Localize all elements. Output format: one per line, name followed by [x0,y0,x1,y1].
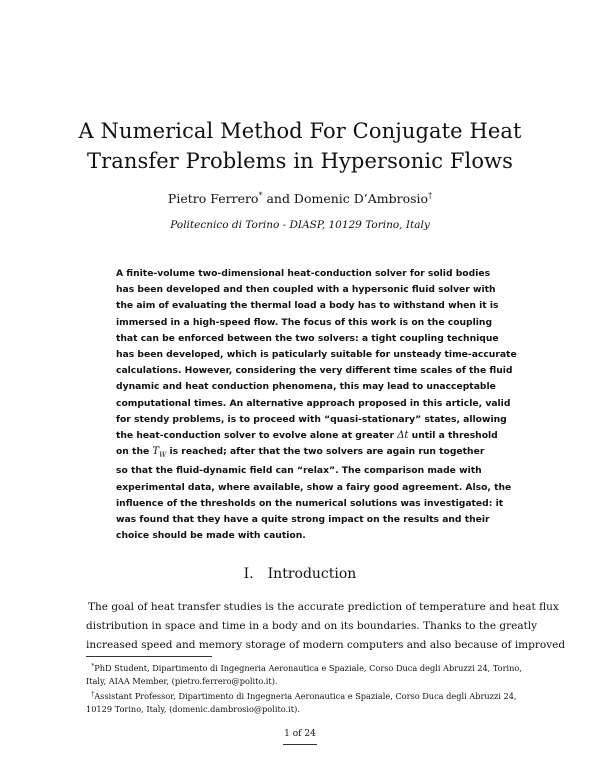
footnote-line [86,688,516,703]
author-connector: and [262,191,294,206]
abstract-line: experimental data, where available, show a fairy good agreement. Also, the [116,481,512,493]
page-number: 1 of 24 [284,729,316,739]
abstract-line: so that the fluid-dynamic field can “relax”. The comparison made with [116,465,482,477]
abstract-line [116,444,488,463]
abstract-line: choice should be made with caution. [116,530,306,542]
math-delta-t: Δt [397,430,409,442]
footnote-line: 10129 Torino, Italy, (domenic.dambrosio@polito.it). [86,704,300,714]
footnote-text: Assistant Professor, Dipartimento di Ingegneria Aeronautica e Spaziale, Corso Duca degli Abruzzi 24, [94,691,517,701]
abstract-line: influence of the thresholds on the numerical solutions was investigated: it [116,497,504,509]
abstract [116,266,517,544]
footnote-line: Italy, AIAA Member, (pietro.ferrero@polito.it). [86,676,278,686]
footnote-rule [86,656,212,657]
math-tw [152,446,167,460]
abstract-text: the heat-conduction solver to evolve alone at greater [116,430,398,442]
author-name: Domenic D’Ambrosio [293,191,429,206]
page-number-rule [283,744,317,745]
footnote-line [86,660,522,675]
abstract-line: A finite-volume two-dimensional heat-conduction solver for solid bodies [116,268,491,279]
author-list [100,191,500,206]
abstract-line: has been developed and then coupled with a hypersonic fluid solver with [116,284,496,296]
paper-title [60,116,540,176]
math-symbol: T [152,446,160,458]
math-subscript: W [159,451,167,460]
abstract-line: the aim of evaluating the thermal load a body has to withstand when it is [116,300,499,312]
abstract-line: for stendy problems, is to proceed with “quasi-stationary” states, allowing [116,413,507,425]
footnotes [86,660,522,716]
abstract-line: was found that they have a quite strong impact on the results and their [116,514,490,526]
abstract-line: computational times. An alternative approach proposed in this article, valid [116,397,511,409]
abstract-line: immersed in a high-speed flow. The focus of this work is on the coupling [116,316,493,328]
footnote-mark: * [258,191,263,200]
footnote-text: PhD Student, Dipartimento di Ingegneria Aeronautica e Spaziale, Corso Duca degli Abruzzi 24, Torino, [94,663,522,673]
abstract-line: dynamic and heat conduction phenomena, this may lead to unacceptable [116,381,496,393]
footnote-mark: † [91,691,95,698]
affiliation: Politecnico di Torino - DIASP, 10129 Torino, Italy [170,219,430,231]
abstract-text: on the [116,446,153,458]
footnote-mark: † [428,191,433,200]
body-line: distribution in space and time in a body and on its boundaries. Thanks to the greatly [86,620,538,632]
abstract-line: calculations. However, considering the very different time scales of the fluid [116,365,513,377]
abstract-line: has been developed, which is paticularly suitable for unsteady time-accurate [116,349,517,361]
abstract-text: until a threshold [408,430,498,442]
body-line: The goal of heat transfer studies is the accurate prediction of temperature and heat flux [88,601,559,613]
footnote-mark: * [91,663,95,670]
abstract-line [116,428,498,444]
section-number: I. [243,566,254,582]
author-name: Pietro Ferrero [167,191,259,206]
abstract-text: is reached; after that the two solvers are again run together [166,446,485,458]
abstract-line: that can be enforced between the two solvers: a tight coupling technique [116,332,499,344]
section-heading [100,566,500,582]
body-line: increased speed and memory storage of modern computers and also because of improved [86,639,566,651]
title-line: A Numerical Method For Conjugate Heat [78,119,522,143]
section-title: Introduction [267,566,357,582]
title-line: Transfer Problems in Hypersonic Flows [86,149,514,173]
body-text [86,598,566,655]
